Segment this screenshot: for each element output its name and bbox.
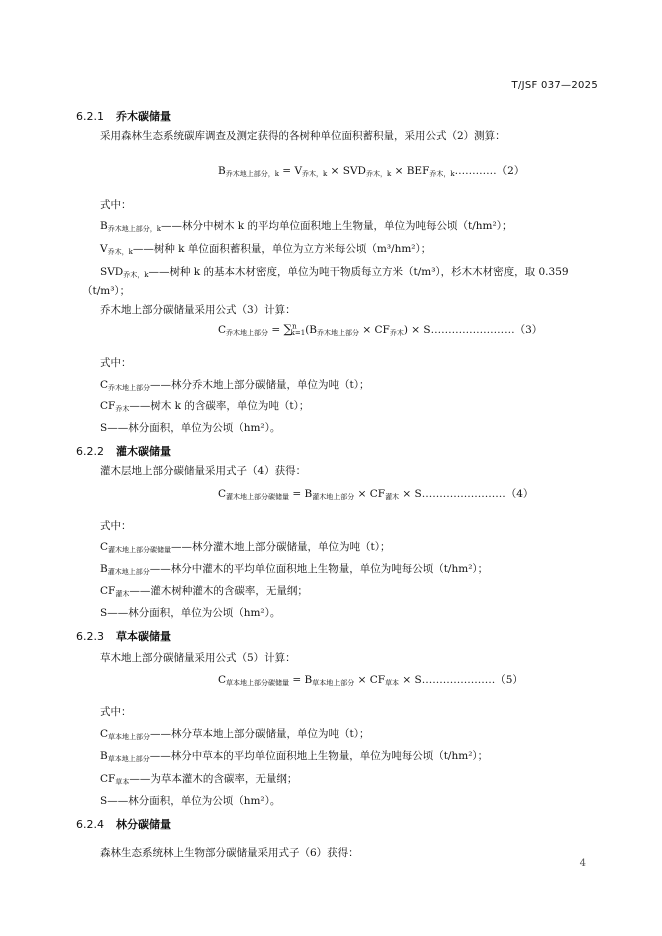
definition-item: $C_{草本地上部分}——$林分草本地上部分碳储量，单位为吨（t）； [100,728,370,741]
section-number: 6.2.3 [76,630,104,643]
section-heading-6-2-3 [76,628,171,644]
section-title: 草本碳储量 [116,630,171,643]
definition-item: $B_{灌木地上部分}——$林分中灌木的平均单位面积地上生物量，单位为吨每公顷（t/hm²）； [100,563,489,576]
paragraph: 灌木层地上部分碳储量采用式子（4）获得： [100,465,307,477]
where-label: 式中： [100,706,132,718]
definition-item: $CF_{草本}——$为草本灌木的含碳率，无量纲； [100,773,298,786]
definition-item: $C_{乔木地上部分}——$林分乔木地上部分碳储量，单位为吨（t）； [100,379,370,392]
section-number: 6.2.1 [76,110,104,123]
paragraph: 森林生态系统林上生物部分碳储量采用式子（6）获得： [100,847,359,859]
definition-item: $V_{乔木,k}——$树种 k 单位面积蓄积量，单位为立方米每公顷（m³/hm²）； [100,243,432,256]
definition-item: $SVD_{乔木,k}——$树种 k 的基本木材密度，单位为吨干物质每立方米（t/m³），杉木木材密度，取 0.359 [100,266,569,279]
section-number: 6.2.2 [76,445,104,458]
where-label: 式中： [100,520,132,532]
definition-item: $CF_{乔木}——$树木 k 的含碳率，单位为吨（t）； [100,400,310,413]
document-code: T/JSF 037—2025 [511,80,598,91]
formula-3: $C_{乔木地上部分} = \sum^n_{k=1}(B_{乔木地上部分} \times CF_{乔木})$ × S……………………（3） [218,322,543,337]
paragraph: 草木地上部分碳储量采用公式（5）计算： [100,652,296,664]
paragraph: 采用森林生态系统碳库调查及测定获得的各树种单位面积蓄积量，采用公式（2）测算： [100,130,506,142]
formula-2: $B_{乔木地上部分,k} = V_{乔木,k} \times SVD_{乔木,k}$ × $BEF_{乔木,k}\dots\dots\dots\dots(2)$ [218,165,525,178]
definition-item: $B_{乔木地上部分,k}——$林分中树木 k 的平均单位面积地上生物量，单位为吨每公顷（t/hm²）； [100,220,513,233]
paragraph: 乔木地上部分碳储量采用公式（3）计算： [100,304,296,316]
section-title: 乔木碳储量 [116,110,171,123]
definition-continuation: （t/m³）； [82,285,131,297]
definition-item: S——林分面积，单位为公顷（hm²）。 [100,422,281,434]
section-heading-6-2-2 [76,443,171,459]
where-label: 式中： [100,199,132,211]
section-heading-6-2-4 [76,816,171,832]
formula-5: $C_{草本地上部分碳储量} = B_{草本地上部分} \times CF_{草本}$ × S…………………（5） [218,674,523,687]
section-number: 6.2.4 [76,818,104,831]
page-number: 4 [579,858,586,869]
definition-item: S——林分面积，单位为公顷（hm²）。 [100,795,281,807]
definition-item: S——林分面积，单位为公顷（hm²）。 [100,607,281,619]
where-label: 式中： [100,357,132,369]
definition-item: $B_{草本地上部分}——$林分中草本的平均单位面积地上生物量，单位为吨每公顷（t/hm²）； [100,750,489,763]
section-heading-6-2-1 [76,108,171,124]
definition-item: $CF_{灌木}——$灌木树种灌木的含碳率，无量纲； [100,585,308,598]
section-title: 灌木碳储量 [116,445,171,458]
formula-4: $C_{灌木地上部分碳储量} = B_{灌木地上部分} \times CF_{灌木}$ × S……………………（4） [218,488,534,501]
section-title: 林分碳储量 [116,818,171,831]
summation-icon: ∑ [283,322,293,336]
definition-item: $C_{灌木地上部分碳储量}——$林分灌木地上部分碳储量，单位为吨（t）； [100,541,391,554]
